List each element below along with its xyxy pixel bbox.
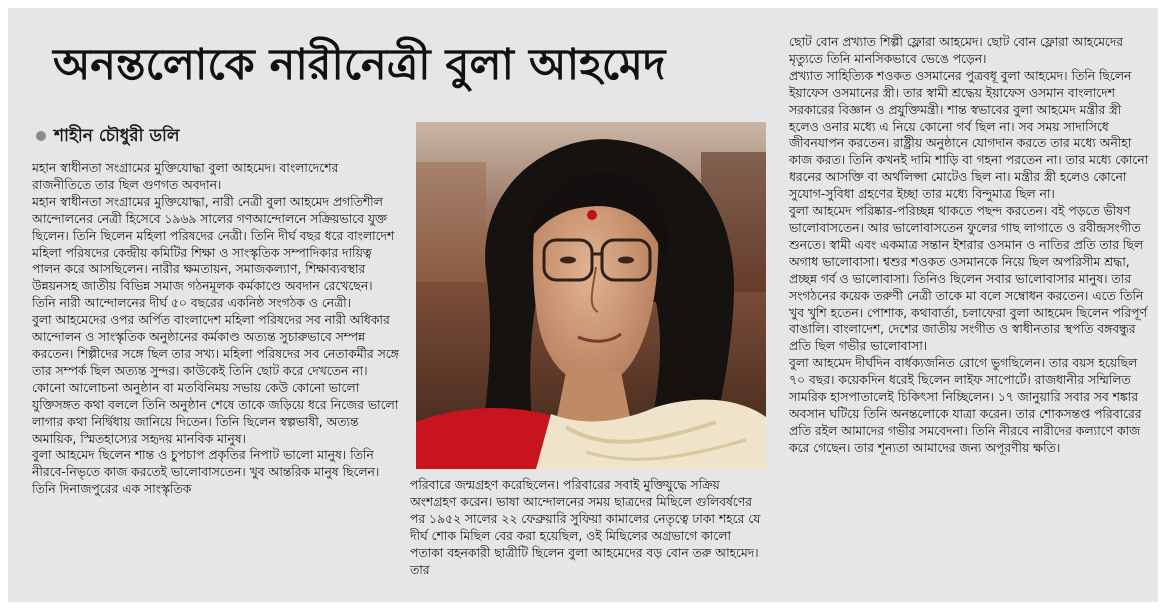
paragraph: বুলা আহমেদের ওপর অর্পিত বাংলাদেশ মহিলা পরিষদের সব নারী অধিকার আন্দোলন ও সাংস্কৃতিক অনুষ্ঠানের কর্মকাণ্ড অত্যন্ত সুচারুভাবে সম্পন্ন করতেন। শিল্পীদের সঙ্গে ছিল তার সখ্য। মহিলা পরিষদের সব নেতাকর্মীর সঙ্গে তার সম্পর্ক ছিল অত্যন্ত সুন্দর। কাউকেই তিনি ছোট করে দেখতেন না। [32,313,399,378]
paragraph: বুলা আহমেদ পরিষ্কার-পরিচ্ছন্ন থাকতে পছন্দ করতেন। বই পড়তে ভীষণ ভালোবাসতেন। আর ভালোবাসতেন ফুলের গাছ লাগাতে ও রবীন্দ্রসংগীত শুনতে। স্বামী এবং একমাত্র সন্তান ইশরার ওসমান ও নাতির প্রতি তার ছিল অগাধ ভালোবাসা। শ্বশুর শওকত ওসমানকে নিয়ে ছিল অপরিসীম শ্রদ্ধা, প্রচ্ছন্ন গর্ব ও ভালোবাসা। তিনিও ছিলেন সবার ভালোবাসার মানুষ। তার সংগঠনের কয়েক তরুণী নেত্রী তাকে মা বলে সম্বোধন করতেন। এতে তিনি খুব খুশি হতেন। পোশাক, কথাবার্তা, চলাফেরা বুলা আহমেদ ছিলেন পরিপূর্ণ বাঙালি। বাংলাদেশ, দেশের জাতীয় সংগীত ও স্বাধীনতার স্থপতি বঙ্গবন্ধুর প্রতি ছিল গভীর ভালোবাসা। [789,204,1147,354]
headline: অনন্তলোকে নারীনেত্রী বুলা আহমেদ [53,40,666,90]
article-column-3 [789,34,1153,457]
portrait-photo [416,122,766,469]
paragraph: পরিবারে জন্মগ্রহণ করেছিলেন। পরিবারের সবাই মুক্তিযুদ্ধে সক্রিয় অংশগ্রহণ করেন। ভাষা আন্দোলনের সময় ছাত্রদের মিছিলে গুলিবর্ষণের পর ১৯৫২ সালের ২২ ফেব্রুয়ারি সুফিয়া কামালের নেতৃত্বে ঢাকা শহরে যে দীর্ঘ শোক মিছিল বের করা হয়েছিল, ওই মিছিলের অগ্রভাগে কালো পতাকা বহনকারী ছাত্রীটি ছিলেন বুলা আহমেদের বড় বোন তরু আহমেদ। তার [410,478,761,577]
portrait-illustration [416,122,766,469]
author-name: শাহীন চৌধুরী ডলি [54,126,180,146]
newspaper-clipping [8,8,1158,602]
article-column-2 [410,477,762,578]
paragraph: প্রখ্যাত সাহিত্যিক শওকত ওসমানের পুত্রবধূ বুলা আহমেদ। তিনি ছিলেন ইয়াফেস ওসমানের স্ত্রী। তার স্বামী শ্রদ্ধেয় ইয়াফেস ওসমান বাংলাদেশ সরকারের বিজ্ঞান ও প্রযুক্তিমন্ত্রী। শান্ত স্বভাবের বুলা আহমেদ মন্ত্রীর স্ত্রী হলেও ওনার মধ্যে এ নিয়ে কোনো গর্ব ছিল না। সব সময় সাদাসিধে জীবনযাপন করতেন। রাষ্ট্রীয় অনুষ্ঠানে যোগদান করতে তার মধ্যে অনীহা কাজ করত। তিনি কখনই দামি শাড়ি বা গহনা পরতেন না। তার মধ্যে কোনো ধরনের আসক্তি বা অর্থলিপ্সা মোটেও ছিল না। মন্ত্রীর স্ত্রী হলেও কোনো সুযোগ-সুবিধা গ্রহণের ইচ্ছা তার মধ্যে বিন্দুমাত্র ছিল না। [789,68,1149,202]
article-column-1 [32,160,400,498]
paragraph: বুলা আহমেদ দীর্ঘদিন বার্ধক্যজনিত রোগে ভুগছিলেন। তার বয়স হয়েছিল ৭০ বছর। কয়েকদিন ধরেই ছিলেন লাইফ সাপোর্টে। রাজধানীর সম্মিলিত সামরিক হাসপাতালেই চিকিৎসা নিচ্ছিলেন। ১৭ জানুয়ারি সবার সব শঙ্কার অবসান ঘটিয়ে তিনি অনন্তলোকে যাত্রা করেন। তার শোকসন্তপ্ত পরিবারের প্রতি রইল আমাদের গভীর সমবেদনা। তিনি নীরবে নারীদের কল্যাণে কাজ করে গেছেন। তার শূন্যতা আমাদের জন্য অপূরণীয় ক্ষতি। [789,356,1142,455]
paragraph: মহান স্বাধীনতা সংগ্রামের মুক্তিযোদ্ধা, নারী নেত্রী বুলা আহমেদ প্রগতিশীল আন্দোলনের নেত্রী হিসেবে ১৯৬৯ সালের গণআন্দোলনে সক্রিয়ভাবে যুক্ত ছিলেন। তিনি ছিলেন মহিলা পরিষদের নেত্রী। তিনি দীর্ঘ বছর ধরে বাংলাদেশ মহিলা পরিষদের কেন্দ্রীয় কমিটির শিক্ষা ও সাংস্কৃতিক সম্পাদিকার দায়িত্ব পালন করে আসছিলেন। নারীর ক্ষমতায়ন, সমাজকল্যাণ, শিক্ষাব্যবস্থার উন্নয়নসহ জাতীয় বিভিন্ন সমাজ গঠনমূলক কর্মকাণ্ডে অবদান রেখেছেন। তিনি নারী আন্দোলনের দীর্ঘ ৫০ বছরের একনিষ্ঠ সংগঠক ও নেত্রী। [32,194,395,311]
paragraph: ছোট বোন প্রখ্যাত শিল্পী ফ্লোরা আহমেদ। ছোট বোন ফ্লোরা আহমেদের মৃত্যুতে তিনি মানসিকভাবে ভেঙে পড়েন। [789,35,1124,66]
paragraph: কোনো আলোচনা অনুষ্ঠান বা মতবিনিময় সভায় কেউ কোনো ভালো যুক্তিসঙ্গত কথা বললে তিনি অনুষ্ঠান শেষে তাকে জড়িয়ে ধরে নিজের ভালো লাগার কথা নির্দ্বিধায় জানিয়ে দিতেন। তিনি ছিলেন স্বল্পভাষী, অত্যন্ত অমায়িক, স্মিতহাস্যের সহৃদয় মানবিক মানুষ। [32,380,399,446]
paragraph: মহান স্বাধীনতা সংগ্রামের মুক্তিযোদ্ধা বুলা আহমেদ। বাংলাদেশের রাজনীতিতে তার ছিল গুণগত অবদান। [32,161,339,192]
byline-bullet-icon [36,131,46,141]
paragraph: বুলা আহমেদ ছিলেন শান্ত ও চুপচাপ প্রকৃতির নিপাট ভালো মানুষ। তিনি নীরবে-নিভৃতে কাজ করতেই ভালোবাসতেন। খুব আন্তরিক মানুষ ছিলেন। তিনি দিনাজপুরের এক সাংস্কৃতিক [32,448,380,497]
bindi-icon [587,210,597,220]
byline [36,124,180,148]
